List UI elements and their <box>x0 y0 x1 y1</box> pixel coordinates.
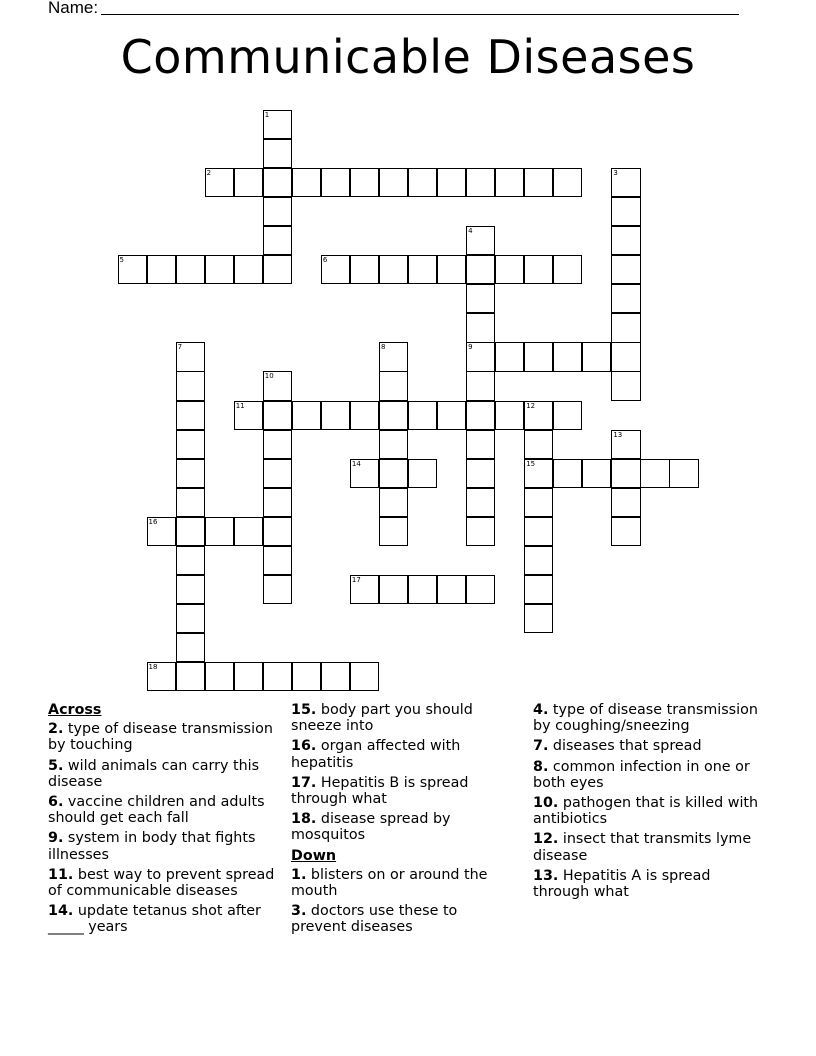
grid-cell[interactable] <box>408 575 437 604</box>
clue-number-label: 17. <box>291 774 317 791</box>
clue-item <box>48 758 276 790</box>
grid-cell[interactable] <box>350 168 379 197</box>
grid-cell[interactable] <box>263 371 292 400</box>
clue-number-label: 9. <box>48 830 64 847</box>
grid-cell[interactable] <box>176 459 205 488</box>
grid-cell[interactable] <box>176 575 205 604</box>
grid-cell[interactable] <box>437 255 466 284</box>
grid-cell[interactable] <box>176 633 205 662</box>
clue-number: 16 <box>148 517 158 526</box>
grid-cell[interactable] <box>611 342 640 371</box>
grid-cell[interactable] <box>176 401 205 430</box>
grid-cell[interactable] <box>176 430 205 459</box>
grid-cell[interactable] <box>379 371 408 400</box>
clue-item <box>291 867 513 899</box>
grid-cell[interactable] <box>524 430 553 459</box>
grid-cell[interactable] <box>176 342 205 371</box>
clue-item <box>291 811 513 843</box>
grid-cell[interactable] <box>466 371 495 400</box>
grid-cell[interactable] <box>263 226 292 255</box>
grid-cell[interactable] <box>379 255 408 284</box>
clue-item <box>48 830 276 862</box>
clue-item <box>291 775 513 807</box>
grid-cell[interactable] <box>408 255 437 284</box>
clue-column-1 <box>48 702 276 940</box>
page-title: Communicable Diseases <box>120 30 696 84</box>
grid-cell[interactable] <box>524 546 553 575</box>
clue-text: Hepatitis B is spread through what <box>291 774 469 808</box>
grid-cell[interactable] <box>553 459 582 488</box>
clue-number: 5 <box>119 256 124 265</box>
grid-cell[interactable] <box>495 401 524 430</box>
clue-item <box>533 868 763 900</box>
clue-item <box>533 831 763 863</box>
clue-number: 14 <box>351 459 361 468</box>
grid-cell[interactable] <box>118 255 147 284</box>
grid-cell[interactable] <box>466 401 495 430</box>
clue-text: common infection in one or both eyes <box>533 758 750 791</box>
grid-cell[interactable] <box>466 226 495 255</box>
grid-cell[interactable] <box>611 226 640 255</box>
clue-item <box>48 721 276 753</box>
grid-cell[interactable] <box>466 575 495 604</box>
grid-cell[interactable] <box>321 168 350 197</box>
clue-text: disease spread by mosquitos <box>291 811 451 844</box>
grid-cell[interactable] <box>553 342 582 371</box>
clue-column-3 <box>533 702 763 904</box>
clue-text: blisters on or around the mouth <box>291 866 488 900</box>
grid-cell[interactable] <box>176 546 205 575</box>
grid-cell[interactable] <box>611 488 640 517</box>
grid-cell[interactable] <box>408 459 437 488</box>
grid-cell[interactable] <box>234 401 263 430</box>
grid-cell[interactable] <box>321 255 350 284</box>
clue-item <box>48 903 276 935</box>
grid-cell[interactable] <box>466 255 495 284</box>
grid-cell[interactable] <box>263 459 292 488</box>
clue-number-label: 3. <box>291 903 307 920</box>
grid-cell[interactable] <box>205 168 234 197</box>
grid-cell[interactable] <box>263 575 292 604</box>
grid-cell[interactable] <box>205 662 234 691</box>
grid-cell[interactable] <box>524 604 553 633</box>
clue-item <box>533 795 763 827</box>
clue-number: 4 <box>468 227 473 236</box>
across-heading: Across <box>48 702 102 718</box>
grid-cell[interactable] <box>234 255 263 284</box>
clue-number-label: 1. <box>291 866 307 883</box>
clue-number-label: 2. <box>48 721 64 738</box>
grid-cell[interactable] <box>321 662 350 691</box>
clue-item <box>291 903 513 935</box>
grid-cell[interactable] <box>495 168 524 197</box>
grid-cell[interactable] <box>350 459 379 488</box>
grid-cell[interactable] <box>379 430 408 459</box>
grid-cell[interactable] <box>263 517 292 546</box>
grid-cell[interactable] <box>379 459 408 488</box>
grid-cell[interactable] <box>495 255 524 284</box>
clue-item <box>48 867 276 899</box>
clue-number-label: 10. <box>533 795 559 812</box>
grid-cell[interactable] <box>263 168 292 197</box>
grid-cell[interactable] <box>611 313 640 342</box>
grid-cell[interactable] <box>408 401 437 430</box>
grid-cell[interactable] <box>611 517 640 546</box>
grid-cell[interactable] <box>466 313 495 342</box>
grid-cell[interactable] <box>350 575 379 604</box>
grid-cell[interactable] <box>437 168 466 197</box>
grid-cell[interactable] <box>611 459 640 488</box>
grid-cell[interactable] <box>524 575 553 604</box>
grid-cell[interactable] <box>524 401 553 430</box>
clue-number-label: 13. <box>533 867 559 884</box>
clue-column-2 <box>291 702 513 940</box>
grid-cell[interactable] <box>321 401 350 430</box>
clue-number-label: 7. <box>533 738 549 755</box>
grid-cell[interactable] <box>466 342 495 371</box>
clue-number: 17 <box>351 575 361 584</box>
grid-cell[interactable] <box>263 401 292 430</box>
clue-item <box>291 702 513 734</box>
clue-number: 11 <box>235 401 245 410</box>
clue-number-label: 8. <box>533 758 549 775</box>
grid-cell[interactable] <box>292 662 321 691</box>
grid-cell[interactable] <box>176 517 205 546</box>
grid-cell[interactable] <box>350 255 379 284</box>
grid-cell[interactable] <box>582 342 611 371</box>
grid-cell[interactable] <box>611 255 640 284</box>
clue-number-label: 18. <box>291 811 317 828</box>
grid-cell[interactable] <box>263 255 292 284</box>
grid-cell[interactable] <box>379 517 408 546</box>
clue-number-label: 11. <box>48 866 74 883</box>
grid-cell[interactable] <box>263 139 292 168</box>
clue-number-label: 6. <box>48 794 64 811</box>
grid-cell[interactable] <box>524 255 553 284</box>
grid-cell[interactable] <box>379 575 408 604</box>
clue-number: 18 <box>148 662 158 671</box>
grid-cell[interactable] <box>437 575 466 604</box>
grid-cell[interactable] <box>466 517 495 546</box>
grid-cell[interactable] <box>176 662 205 691</box>
clue-number: 15 <box>526 459 536 468</box>
clue-number-label: 5. <box>48 757 64 774</box>
grid-cell[interactable] <box>408 168 437 197</box>
grid-cell[interactable] <box>379 168 408 197</box>
clue-text: diseases that spread <box>548 738 702 755</box>
grid-cell[interactable] <box>524 488 553 517</box>
clue-text: type of disease transmission by touching <box>48 721 273 754</box>
grid-cell[interactable] <box>495 342 524 371</box>
clue-text: doctors use these to prevent diseases <box>291 903 458 936</box>
grid-cell[interactable] <box>379 488 408 517</box>
grid-cell[interactable] <box>147 662 176 691</box>
grid-cell[interactable] <box>466 168 495 197</box>
grid-cell[interactable] <box>524 342 553 371</box>
clue-number-label: 4. <box>533 702 549 718</box>
clue-number: 9 <box>468 343 473 352</box>
grid-cell[interactable] <box>263 110 292 139</box>
grid-cell[interactable] <box>611 430 640 459</box>
grid-cell[interactable] <box>582 459 611 488</box>
clue-text: vaccine children and adults should get each fall <box>48 794 265 827</box>
grid-cell[interactable] <box>176 488 205 517</box>
grid-cell[interactable] <box>466 459 495 488</box>
clue-item <box>533 759 763 791</box>
grid-cell[interactable] <box>379 342 408 371</box>
grid-cell[interactable] <box>205 517 234 546</box>
grid-cell[interactable] <box>292 401 321 430</box>
grid-cell[interactable] <box>640 459 669 488</box>
clue-item <box>48 794 276 826</box>
clue-item <box>533 702 763 734</box>
clue-number: 1 <box>264 111 270 119</box>
grid-cell[interactable] <box>263 197 292 226</box>
clue-number: 13 <box>613 430 623 439</box>
clue-text: organ affected with hepatitis <box>291 738 461 771</box>
grid-cell[interactable] <box>263 662 292 691</box>
grid-cell[interactable] <box>466 430 495 459</box>
grid-cell[interactable] <box>176 255 205 284</box>
grid-cell[interactable] <box>234 168 263 197</box>
grid-cell[interactable] <box>350 401 379 430</box>
clue-number: 3 <box>613 169 618 178</box>
clue-item <box>533 738 763 754</box>
clue-number-label: 12. <box>533 831 559 848</box>
grid-cell[interactable] <box>437 401 466 430</box>
clue-number-label: 15. <box>291 702 317 718</box>
clue-number: 10 <box>264 372 274 381</box>
clue-text: update tetanus shot after _____ years <box>48 903 261 936</box>
grid-cell[interactable] <box>611 168 640 197</box>
grid-cell[interactable] <box>553 401 582 430</box>
grid-cell[interactable] <box>147 255 176 284</box>
grid-cell[interactable] <box>553 168 582 197</box>
clue-number: 8 <box>380 343 386 352</box>
grid-cell[interactable] <box>379 401 408 430</box>
clue-number: 6 <box>322 256 328 265</box>
clue-number-label: 14. <box>48 903 74 920</box>
grid-cell[interactable] <box>524 459 553 488</box>
clue-number: 12 <box>526 401 536 410</box>
grid-cell[interactable] <box>176 604 205 633</box>
grid-cell[interactable] <box>263 430 292 459</box>
clue-text: wild animals can carry this disease <box>48 757 260 790</box>
grid-cell[interactable] <box>205 255 234 284</box>
grid-cell[interactable] <box>611 284 640 313</box>
clue-text: system in body that fights illnesses <box>48 830 256 863</box>
clue-number-label: 16. <box>291 738 317 755</box>
clue-text: insect that transmits lyme disease <box>533 831 752 864</box>
grid-cell[interactable] <box>611 371 640 400</box>
clue-number: 2 <box>206 169 212 178</box>
clue-text: best way to prevent spread of communicable diseases <box>48 866 275 900</box>
grid-cell[interactable] <box>234 662 263 691</box>
grid-cell[interactable] <box>524 517 553 546</box>
grid-cell[interactable] <box>350 662 379 691</box>
grid-cell[interactable] <box>524 168 553 197</box>
grid-cell[interactable] <box>176 371 205 400</box>
grid-cell[interactable] <box>611 197 640 226</box>
clue-number: 7 <box>177 343 183 352</box>
grid-cell[interactable] <box>669 459 698 488</box>
clue-text: body part you should sneeze into <box>291 702 473 735</box>
grid-cell[interactable] <box>263 546 292 575</box>
name-label: Name: <box>48 0 99 17</box>
grid-cell[interactable] <box>466 284 495 313</box>
grid-cell[interactable] <box>553 255 582 284</box>
clue-text: type of disease transmission by coughing/sneezing <box>533 702 758 735</box>
grid-cell[interactable] <box>466 488 495 517</box>
grid-cell[interactable] <box>263 488 292 517</box>
clue-text: Hepatitis A is spread through what <box>533 867 711 901</box>
grid-cell[interactable] <box>147 517 176 546</box>
clue-text: pathogen that is killed with antibiotics <box>533 795 759 828</box>
clue-item <box>291 738 513 770</box>
grid-cell[interactable] <box>292 168 321 197</box>
down-heading: Down <box>291 847 337 864</box>
grid-cell[interactable] <box>234 517 263 546</box>
